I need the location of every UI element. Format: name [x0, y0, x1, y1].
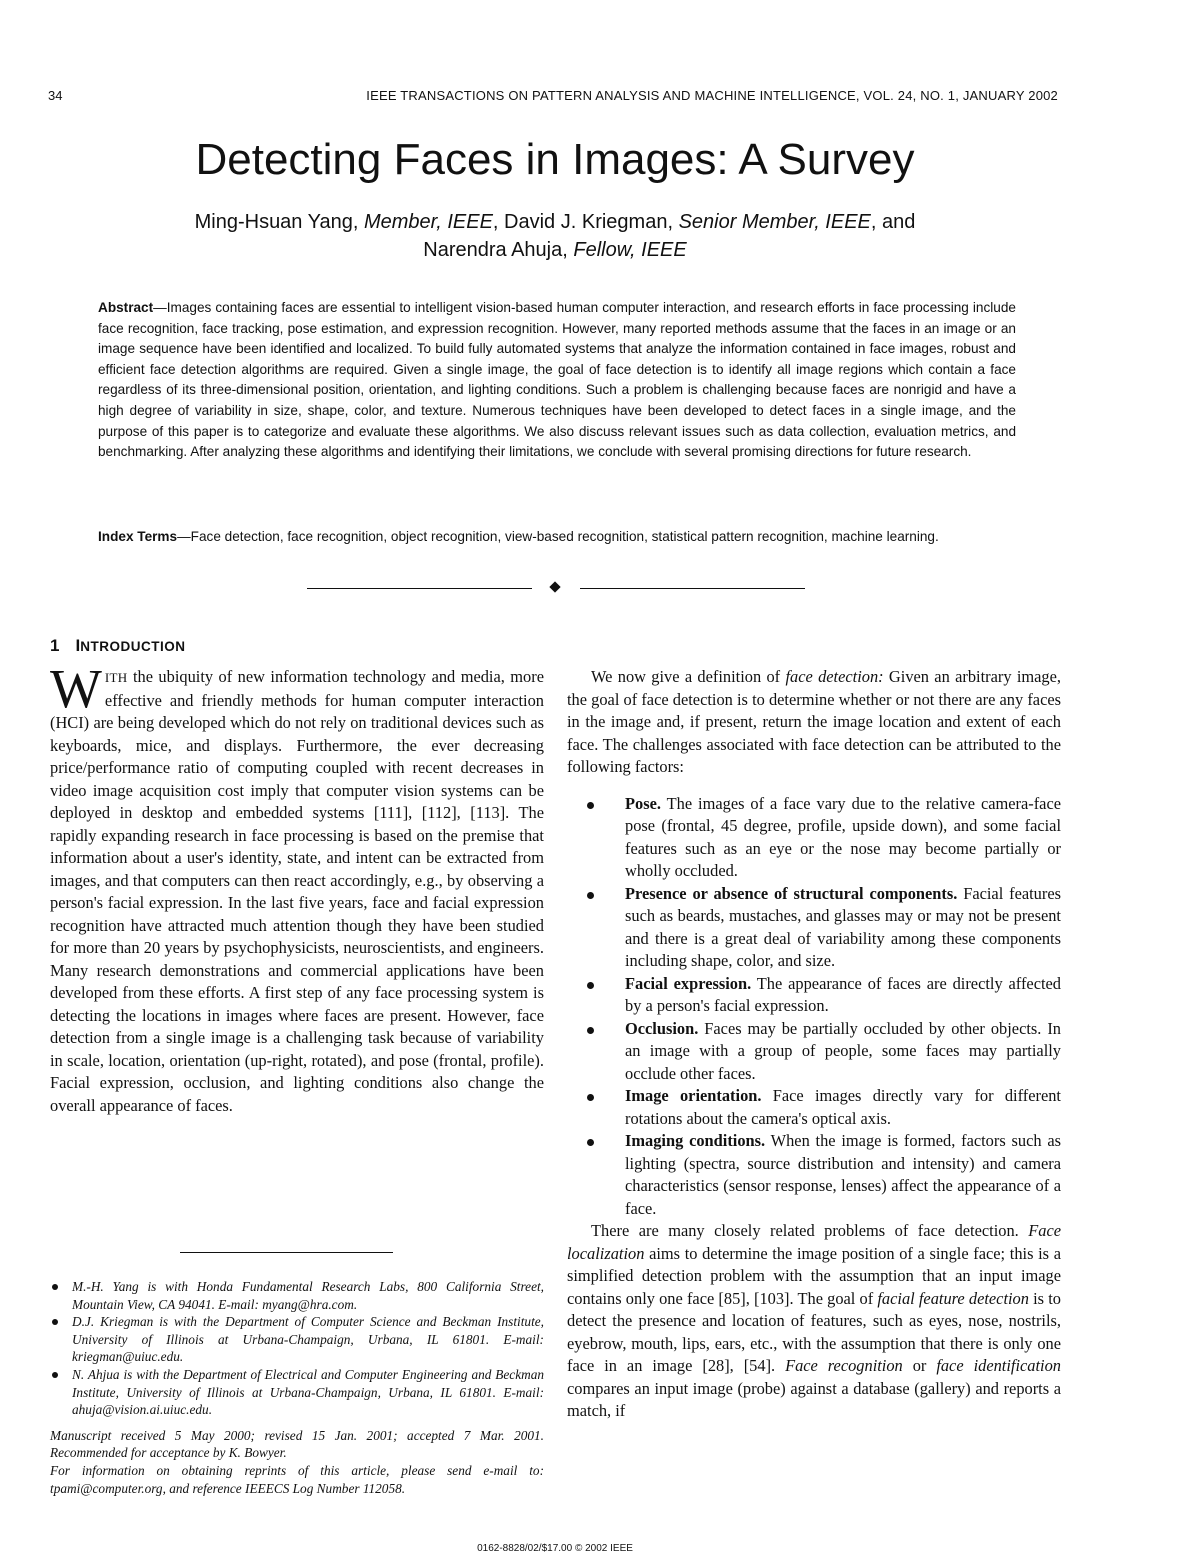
left-column: [50, 658, 544, 1117]
manuscript-note: Manuscript received 5 May 2000; revised 15 Jan. 2001; accepted 7 Mar. 2001. Recommended for acceptance by K. Bowyer.: [50, 1427, 544, 1461]
page-number: 34: [48, 88, 63, 103]
author-list: Ming-Hsuan Yang, Member, IEEE, David J. Kriegman, Senior Member, IEEE, and Narendra Ahuja, Fellow, IEEE: [194, 211, 916, 261]
related-problems-paragraph: [567, 1220, 1061, 1423]
author-conjunction: and: [882, 211, 916, 233]
paper-title: Detecting Faces in Images: A Survey: [195, 135, 915, 184]
emphasis-face-recognition: Face recognition: [785, 1356, 903, 1375]
bullet-icon: [52, 1319, 58, 1325]
diamond-icon: [549, 581, 560, 592]
factor-item: [567, 1018, 1061, 1086]
factor-term: Occlusion.: [625, 1018, 699, 1038]
bullet-icon: [587, 892, 594, 899]
author-2-role: Senior Member, IEEE: [678, 211, 871, 233]
text-run: There are many closely related problems of face detection.: [591, 1221, 1029, 1240]
factor-text: When the image is formed, factors such as lighting (spectra, source distribution and intensity) and camera characteristics (sensor response, lenses) affect the appearance of a face.: [625, 1131, 1061, 1218]
section-number: 1: [50, 636, 60, 655]
intro-paragraph: [50, 658, 544, 1117]
text-run: aims to determine the image position of a single face; this is a simplified detection problem with the assumption that an input image contains only one face [85], [103]. The goal of: [567, 1243, 1061, 1308]
section-heading: [50, 636, 185, 656]
text-run: We now give a definition of: [591, 667, 786, 686]
divider-line-right: [580, 588, 805, 589]
factor-term: Facial expression.: [625, 973, 752, 993]
emphasis-face-detection: face detection:: [785, 667, 884, 686]
section-divider: [307, 580, 805, 598]
author-1-role: Member, IEEE: [363, 211, 493, 233]
affiliation-list: [50, 1278, 544, 1419]
copyright-line: 0162-8828/02/$17.00 © 2002 IEEE: [477, 1543, 633, 1554]
author-2-name: David J. Kriegman,: [504, 211, 674, 233]
index-terms-label: Index Terms: [98, 529, 178, 544]
factor-item: [567, 973, 1061, 1018]
factor-text: Face images directly vary for different rotations about the camera's optical axis.: [625, 1086, 1061, 1128]
footnotes: [50, 1278, 544, 1497]
factor-term: Pose.: [625, 793, 661, 813]
bullet-icon: [587, 982, 594, 989]
definition-paragraph: [567, 666, 1061, 779]
factor-term: Presence or absence of structural components.: [625, 883, 958, 903]
footnote-text: N. Ahjua is with the Department of Electrical and Computer Engineering and Beckman Institute, University of Illinois at Urbana-Champaign, Urbana, IL 61801. E-mail: ahuja@vision.ai.uiuc.edu.: [72, 1366, 544, 1418]
footnote-text: D.J. Kriegman is with the Department of Computer Science and Beckman Institute, University of Illinois at Urbana-Champaign, Urbana, IL 61801. E-mail: kriegman@uiuc.edu.: [72, 1314, 544, 1365]
footnote-item: [50, 1366, 544, 1419]
text-run: compares an input image (probe) against a database (gallery) and reports a match, if: [567, 1378, 1061, 1420]
factor-item: [567, 1130, 1061, 1220]
factor-item: [567, 1085, 1061, 1130]
footnote-item: [50, 1278, 544, 1313]
footnote-rule: [180, 1252, 393, 1253]
footnote-text: M.-H. Yang is with Honda Fundamental Research Labs, 800 California Street, Mountain View, CA 94041. E-mail: myang@hra.com.: [72, 1279, 544, 1312]
bullet-icon: [587, 1094, 594, 1101]
bullet-icon: [587, 1027, 594, 1034]
drop-cap: W: [50, 658, 102, 719]
reprints-note: For information on obtaining reprints of this article, please send e-mail to: tpami@computer.org, and reference IEEECS Log Number 112058.: [50, 1462, 544, 1496]
author-3-role: Fellow, IEEE: [573, 239, 687, 261]
factor-item: [567, 793, 1061, 883]
index-terms-text: —Face detection, face recognition, object recognition, view-based recognition, statistical pattern recognition, machine learning.: [177, 529, 939, 544]
bullet-icon: [587, 1139, 594, 1146]
factor-text: The images of a face vary due to the relative camera-face pose (frontal, 45 degree, profile, upside down), and some facial features such as an eye or the nose may become partially or wholly occluded.: [625, 793, 1061, 880]
emphasis-face-localization: Face localization: [567, 1221, 1061, 1263]
footnote-item: [50, 1313, 544, 1366]
emphasis-facial-feature-detection: facial feature detection: [877, 1288, 1029, 1308]
right-column: [567, 666, 1061, 1423]
author-3-name: Narendra Ahuja,: [423, 239, 568, 261]
factor-term: Image orientation.: [625, 1086, 762, 1105]
section-title-initial: I: [75, 636, 81, 655]
bullet-icon: [52, 1284, 58, 1290]
factor-text: Facial features such as beards, mustaches, and glasses may or may not be present and there is a great deal of variability among these components including shape, color, and size.: [625, 883, 1061, 970]
factor-text: The appearance of faces are directly affected by a person's facial expression.: [625, 973, 1061, 1015]
first-word-rest: ITH: [104, 670, 128, 685]
text-run: is to detect the presence and location of features, such as eyes, nose, nostrils, eyebrow, mouth, lips, ears, etc., with the assumption that there is only one face in an image [28], [54].: [567, 1288, 1061, 1375]
bullet-icon: [52, 1372, 58, 1378]
abstract: [98, 298, 1016, 463]
text-run: or: [902, 1356, 937, 1375]
index-terms: [98, 527, 1016, 548]
divider-line-left: [307, 588, 532, 589]
author-1-name: Ming-Hsuan Yang,: [194, 211, 359, 233]
abstract-text: —Images containing faces are essential to intelligent vision-based human computer interaction, and research efforts in face processing include face recognition, face tracking, pose estimation, and expression recognition. However, many reported methods assume that the faces in an image or an image sequence have been identified and localized. To build fully automated systems that analyze the information contained in face images, robust and efficient face detection algorithms are required. Given a single image, the goal of face detection is to identify all image regions which contain a face regardless of its three-dimensional position, orientation, and lighting conditions. Such a problem is challenging because faces are nonrigid and have a high degree of variability in size, shape, color, and texture. Numerous techniques have been developed to detect faces in a single image, and the purpose of this paper is to categorize and evaluate these algorithms. We also discuss relevant issues such as data collection, evaluation metrics, and benchmarking. After analyzing these algorithms and identifying their limitations, we conclude with several promising directions for future research.: [98, 300, 1016, 460]
factor-term: Imaging conditions.: [625, 1131, 766, 1150]
running-head: IEEE TRANSACTIONS ON PATTERN ANALYSIS AND MACHINE INTELLIGENCE, VOL. 24, NO. 1, JANUARY 2002: [366, 88, 1058, 103]
factor-item: [567, 883, 1061, 973]
section-title-rest: NTRODUCTION: [80, 639, 186, 654]
bullet-icon: [587, 802, 594, 809]
abstract-label: Abstract: [98, 300, 154, 315]
text-run: Given an arbitrary image, the goal of face detection is to determine whether or not there are any faces in the image and, if present, return the image location and extent of each face. The challenges associated with face detection can be attributed to the following factors:: [567, 667, 1061, 776]
emphasis-face-identification: face identification: [936, 1356, 1061, 1375]
factor-text: Faces may be partially occluded by other objects. In an image with a group of people, some faces may partially occlude other faces.: [625, 1018, 1061, 1083]
intro-text: the ubiquity of new information technology and media, more effective and friendly methods for human computer interaction (HCI) are being developed which do not rely on traditional devices such as keyboards, mice, and displays. Furthermore, the ever decreasing price/performance ratio of computing coupled with recent decreases in video image acquisition cost imply that computer vision systems can be deployed in desktop and embedded systems [111], [112], [113]. The rapidly expanding research in face processing is based on the premise that information about a user's identity, state, and intent can be extracted from images, and that computers can then react accordingly, e.g., by observing a person's facial expression. In the last five years, face and facial expression recognition have attracted much attention though they have been studied for more than 20 years by psychophysicists, neuroscientists, and engineers. Many research demonstrations and commercial applications have been developed from these efforts. A first step of any face processing system is detecting the locations in images where faces are present. However, face detection from a single image is a challenging task because of variability in scale, location, orientation (up-right, rotated), and pose (frontal, profile). Facial expression, occlusion, and lighting conditions also change the overall appearance of faces.: [50, 667, 544, 1115]
factor-list: [567, 793, 1061, 1221]
